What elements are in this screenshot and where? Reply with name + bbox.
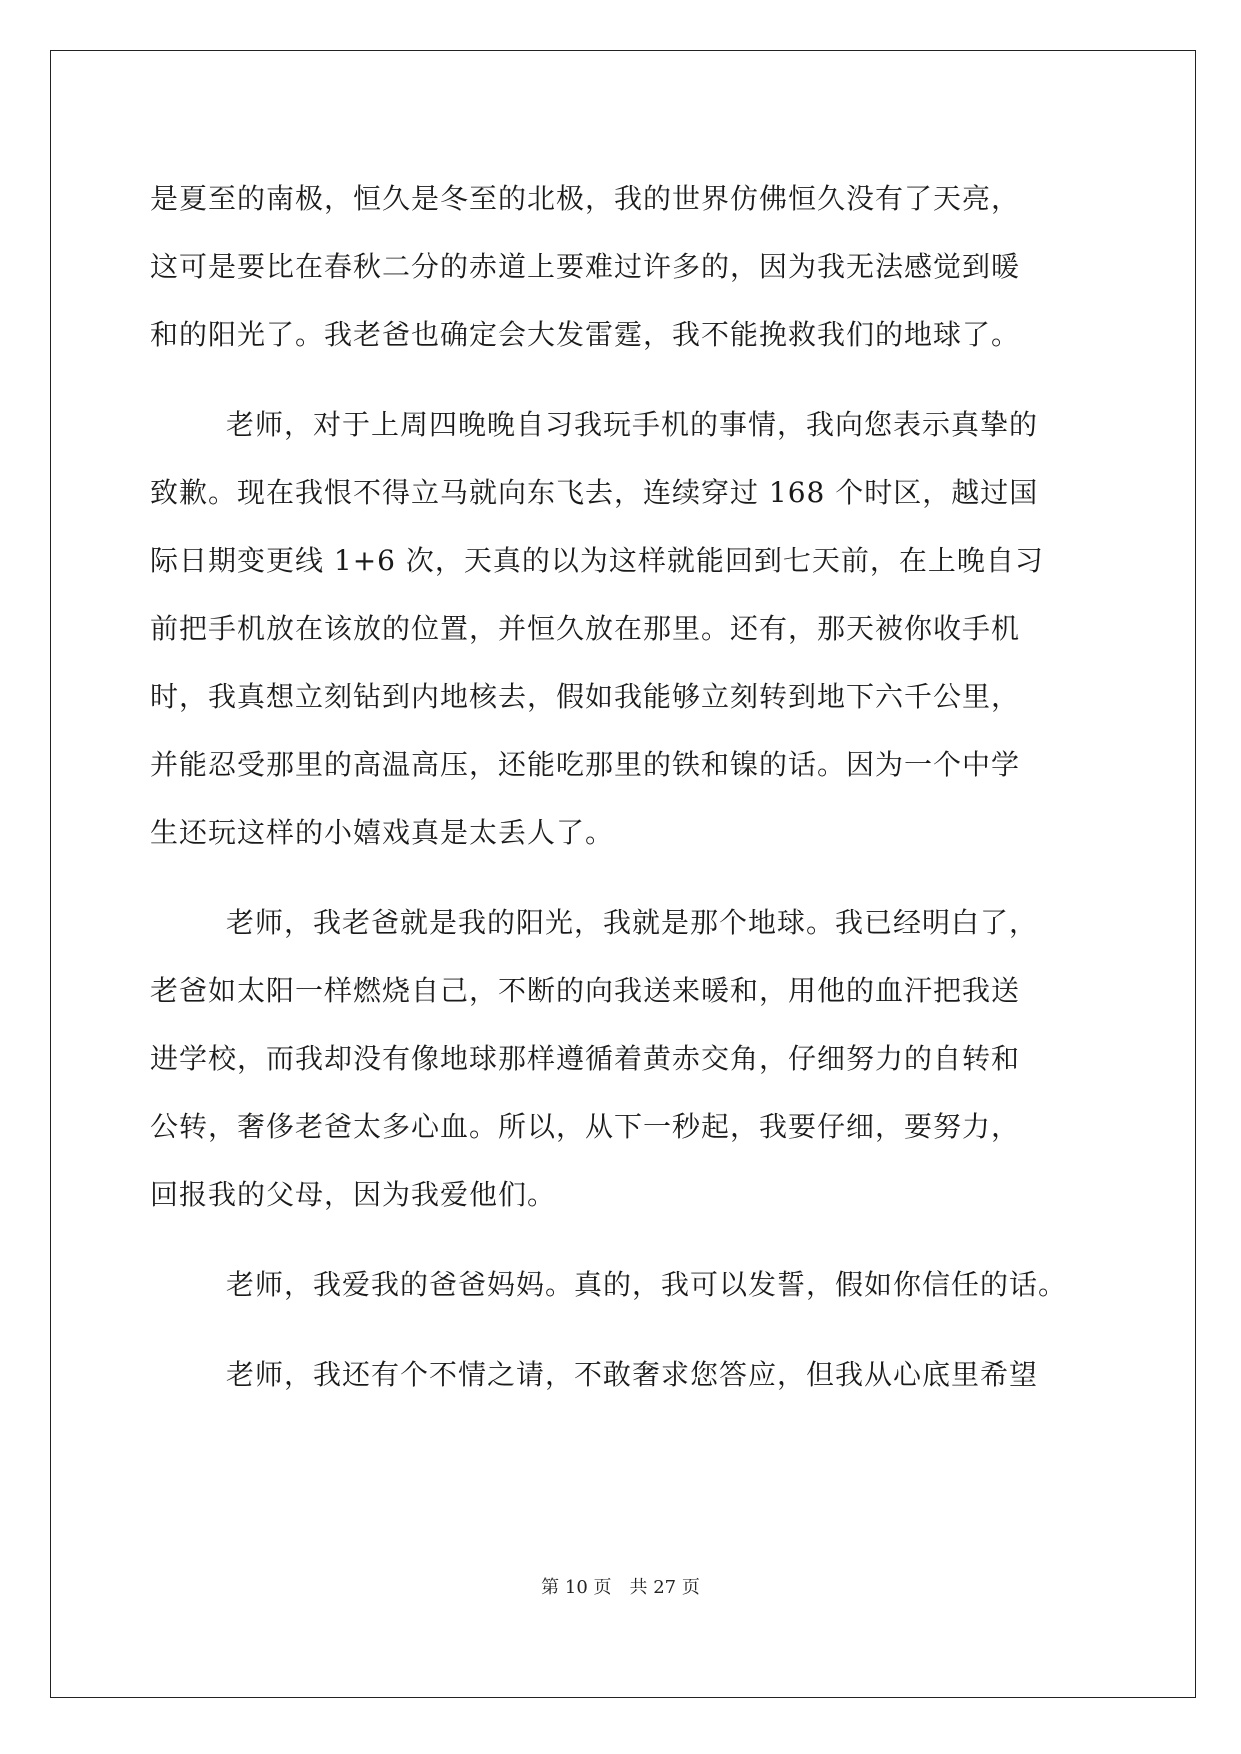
text-line: 老师，我爱我的爸爸妈妈。真的，我可以发誓，假如你信任的话。 (226, 1268, 1068, 1301)
paragraph-gap (150, 1229, 1090, 1251)
text-line: 和的阳光了。我老爸也确定会大发雷霆，我不能挽救我们的地球了。 (150, 318, 1021, 351)
text-line: 生还玩这样的小嬉戏真是太丢人了。 (150, 816, 615, 849)
text-line: 际日期变更线 1+6 次，天真的以为这样就能回到七天前，在上晚自习 (150, 544, 1044, 577)
text-line: 回报我的父母，因为我爱他们。 (150, 1178, 557, 1211)
text-line: 老爸如太阳一样燃烧自己，不断的向我送来暖和，用他的血汗把我送 (150, 974, 1021, 1007)
text-line: 老师，我还有个不情之请，不敢奢求您答应，但我从心底里希望 (226, 1358, 1039, 1391)
text-line: 老师，我老爸就是我的阳光，我就是那个地球。我已经明白了， (226, 906, 1039, 939)
paragraph-gap (150, 1319, 1090, 1341)
paragraph (150, 165, 1090, 369)
text-line: 公转，奢侈老爸太多心血。所以，从下一秒起，我要仔细，要努力， (150, 1110, 1021, 1143)
text-line: 时，我真想立刻钻到内地核去，假如我能够立刻转到地下六千公里， (150, 680, 1021, 713)
text-line: 进学校，而我却没有像地球那样遵循着黄赤交角，仔细努力的自转和 (150, 1042, 1021, 1075)
document-body (150, 165, 1090, 1409)
paragraph-gap (150, 369, 1090, 391)
paragraph (150, 1341, 1090, 1409)
text-line: 前把手机放在该放的位置，并恒久放在那里。还有，那天被你收手机 (150, 612, 1021, 645)
text-line: 致歉。现在我恨不得立马就向东飞去，连续穿过 168 个时区，越过国 (150, 476, 1039, 509)
text-line: 是夏至的南极，恒久是冬至的北极，我的世界仿佛恒久没有了天亮， (150, 182, 1021, 215)
text-line: 这可是要比在春秋二分的赤道上要难过许多的，因为我无法感觉到暖 (150, 250, 1021, 283)
text-line: 老师，对于上周四晚晚自习我玩手机的事情，我向您表示真挚的 (226, 408, 1039, 441)
paragraph (150, 391, 1090, 867)
text-line: 并能忍受那里的高温高压，还能吃那里的铁和镍的话。因为一个中学 (150, 748, 1021, 781)
paragraph (150, 1251, 1090, 1319)
paragraph-gap (150, 867, 1090, 889)
paragraph (150, 889, 1090, 1229)
page-footer: 第 10 页 共 27 页 (541, 1577, 700, 1598)
